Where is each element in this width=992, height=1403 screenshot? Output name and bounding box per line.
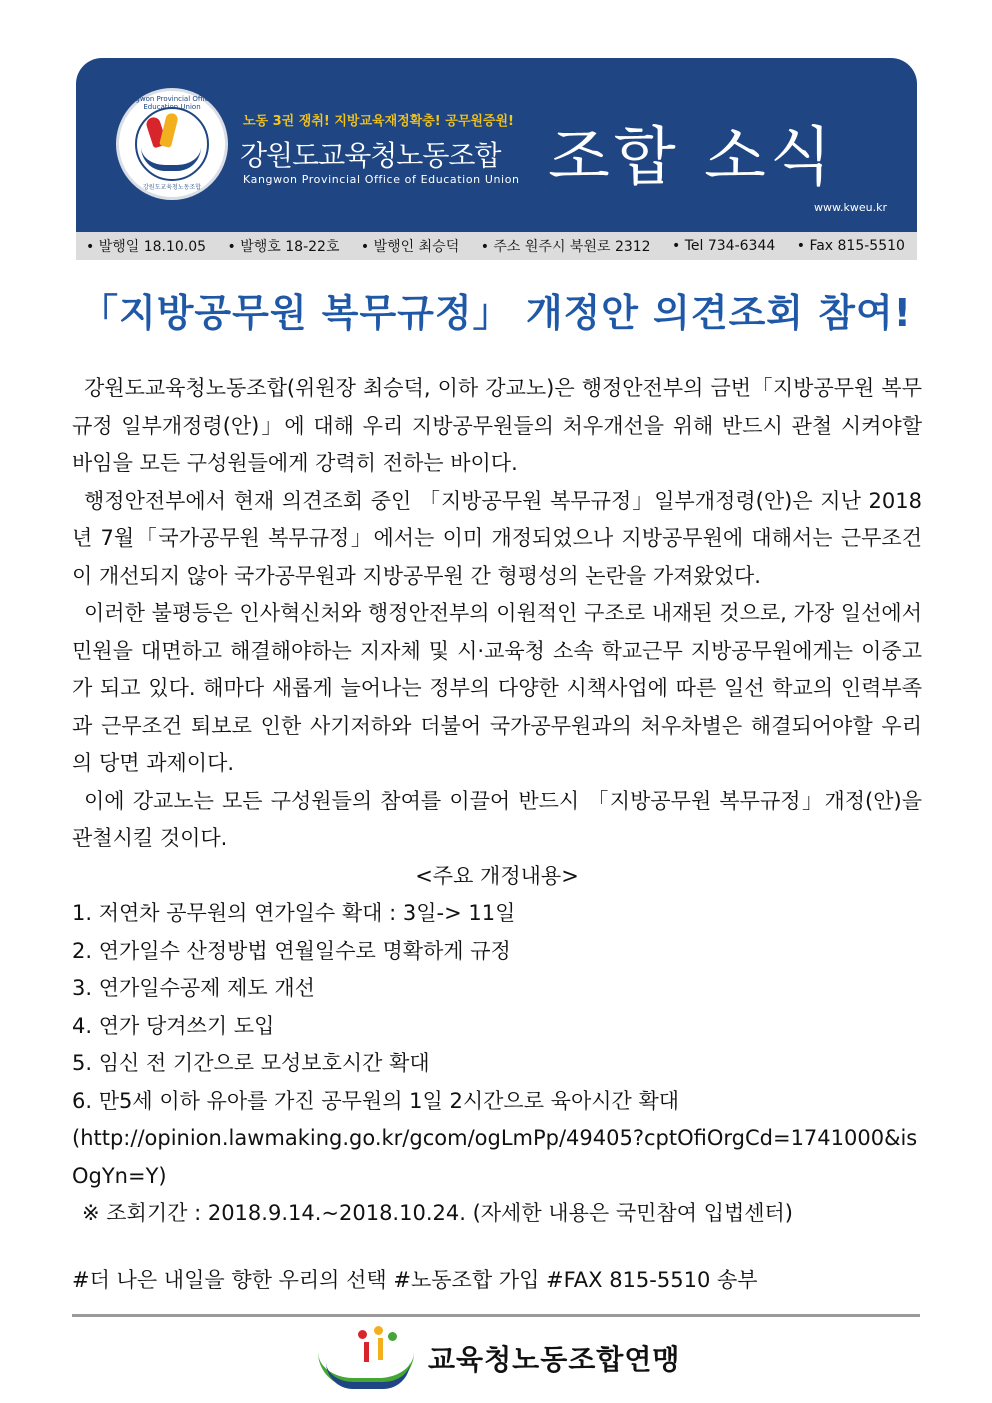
- list-item: 4. 연가 당겨쓰기 도입: [72, 1013, 275, 1038]
- list-item: 2. 연가일수 산정방법 연월일수로 명확하게 규정: [72, 938, 511, 963]
- section-title: <주요 개정내용>: [415, 863, 579, 888]
- headline: 「지방공무원 복무규정」 개정안 의견조회 참여!: [80, 291, 912, 335]
- logo-dot-icon: [388, 1332, 397, 1341]
- issue-number: • 발행호 18-22호: [227, 239, 340, 255]
- reference-url[interactable]: (http://opinion.lawmaking.go.kr/gcom/ogLmPp/49405?cptOfiOrgCd=1741000&isOgYn=Y): [72, 1126, 918, 1188]
- logo-dot-icon: [374, 1326, 383, 1335]
- newsletter-title: 조합 소식: [548, 121, 836, 195]
- issue-date: • 발행일 18.10.05: [86, 239, 207, 255]
- publication-info-bar: [76, 232, 917, 260]
- telephone: • Tel 734-6344: [672, 238, 776, 254]
- paragraph-1: 강원도교육청노동조합(위원장 최승덕, 이하 강교노)은 행정안전부의 금번「지방공무원 복무규정 일부개정령(안)」에 대해 우리 지방공무원들의 처우개선을 위해 반드시 관철 시켜야할 바임을 모든 구성원들에게 강력히 전하는 바이다.: [72, 376, 922, 475]
- fax: • Fax 815-5510: [796, 238, 905, 254]
- list-item: 1. 저연차 공무원의 연가일수 확대 : 3일-> 11일: [72, 901, 516, 925]
- inquiry-period-note: ※ 조회기간 : 2018.9.14.~2018.10.24. (자세한 내용은 국민참여 입법센터): [82, 1201, 793, 1225]
- list-item: 6. 만5세 이하 유아를 가진 공무원의 1일 2시간으로 육아시간 확대: [72, 1088, 680, 1113]
- paragraph-2: 행정안전부에서 현재 의견조회 중인 「지방공무원 복무규정」일부개정령(안)은 지난 2018년 7월「국가공무원 복무규정」에서는 이미 개정되었으나 지방공무원에 대해서는 근무조건이 개선되지 않아 국가공무원과 지방공무원 간 형평성의 논란을 가져왔었다.: [72, 488, 922, 588]
- org-name: 강원도교육청노동조합: [240, 139, 501, 172]
- newsletter-header: [76, 58, 917, 232]
- list-item: 3. 연가일수공제 제도 개선: [72, 976, 315, 1000]
- address: • 주소 원주시 북원로 2312: [480, 239, 651, 255]
- federation-logo: [318, 1322, 681, 1388]
- slogan: 노동 3권 쟁취! 지방교육재정확충! 공무원증원!: [243, 114, 514, 129]
- hashtags: #더 나은 내일을 향한 우리의 선택 #노동조합 가입 #FAX 815-5510 송부: [72, 1268, 758, 1292]
- logo-arc-text: Kangwon Provincial Office of Education Union: [122, 95, 222, 111]
- org-name-english: Kangwon Provincial Office of Education Union: [243, 173, 520, 186]
- paragraph-3: 이러한 불평등은 인사혁신처와 행정안전부의 이원적인 구조로 내재된 것으로, 가장 일선에서 민원을 대면하고 해결해야하는 지자체 및 시·교육청 소속 학교근무 지방공무원에게는 이중고가 되고 있다. 해마다 새롭게 늘어나는 정부의 다양한 시책사업에 따른 일선 학교의 인력부족과 근무조건 퇴보로 인한 사기저하와 더불어 국가공무원과의 처우차별은 해결되어야할 우리의 당면 과제이다.: [72, 601, 922, 775]
- union-logo: [116, 88, 228, 200]
- article-body: [72, 370, 922, 1233]
- federation-name: 교육청노동조합연맹: [428, 1343, 681, 1376]
- paragraph-4: 이에 강교노는 모든 구성원들의 참여를 이끌어 반드시 「지방공무원 복무규정」개정(안)을 관철시킬 것이다.: [72, 788, 922, 850]
- logo-bottom-text: 강원도교육청노동조합: [143, 184, 201, 191]
- website-link[interactable]: www.kweu.kr: [814, 201, 887, 214]
- logo-dot-icon: [358, 1330, 367, 1339]
- footer-divider: [72, 1314, 920, 1317]
- publisher: • 발행인 최승덕: [360, 239, 460, 255]
- list-item: 5. 임신 전 기간으로 모성보호시간 확대: [72, 1051, 430, 1075]
